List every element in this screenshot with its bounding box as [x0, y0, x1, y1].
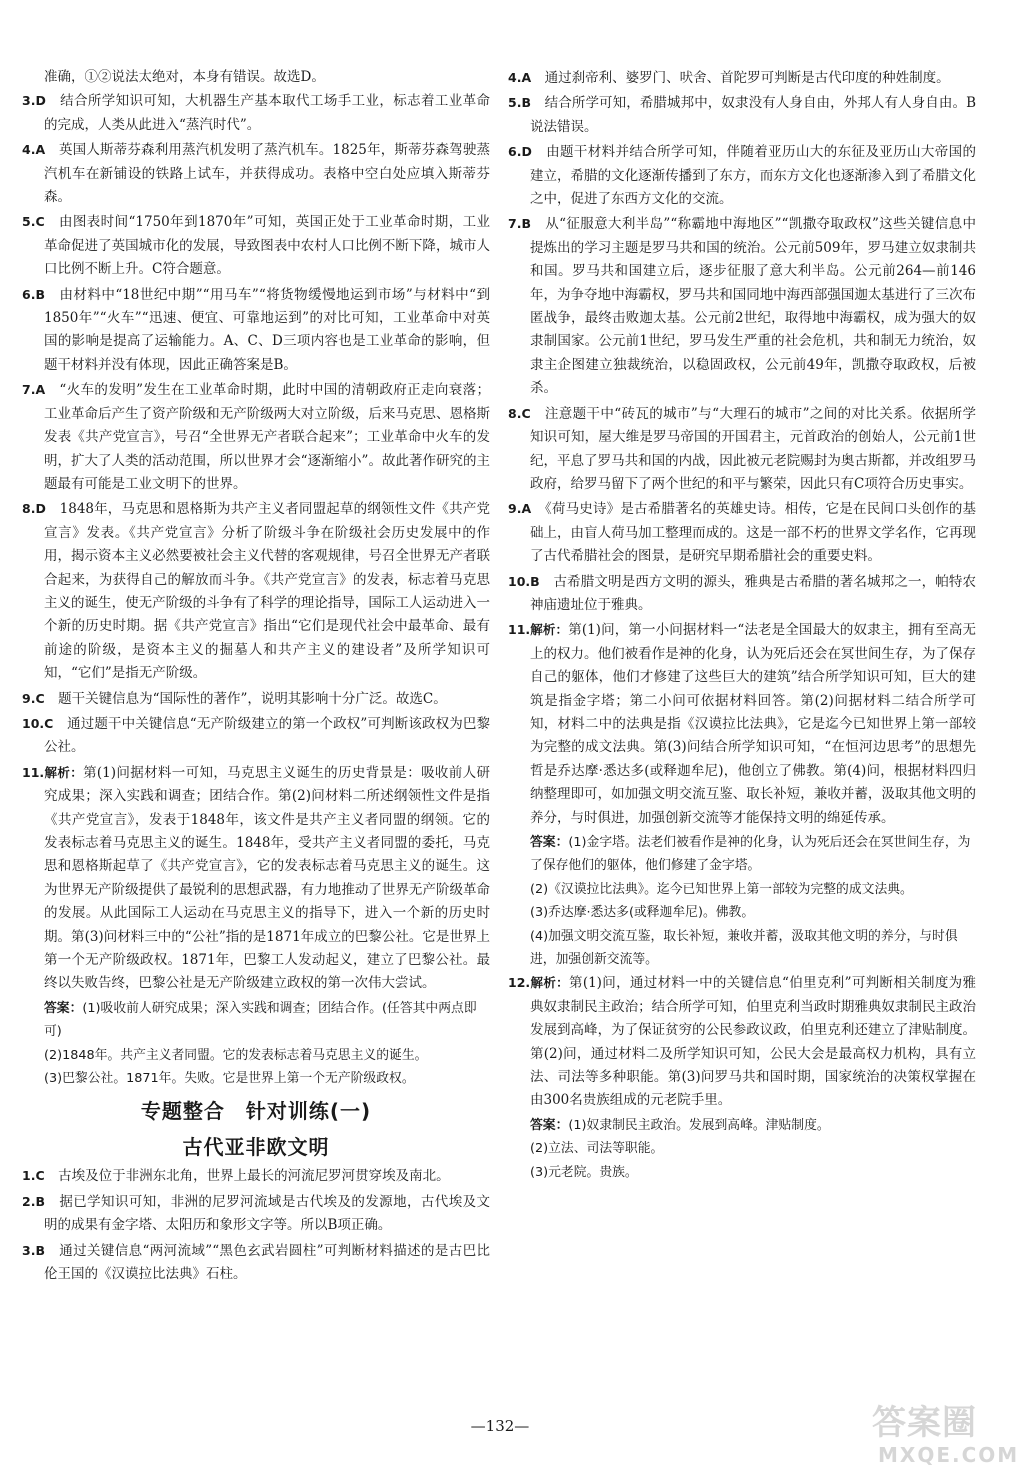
left-column [22, 66, 490, 1288]
paragraph: 准确，①②说法太绝对，本身有错误。故选D。 [44, 69, 325, 85]
section-question-4: 4.A 通过刹帝利、婆罗门、吠舍、首陀罗可判断是古代印度的种姓制度。 [508, 70, 950, 86]
question-8: 8.D 1848年，马克思和恩格斯为共产主义者同盟起草的纲领性文件《共产党宣言》发表。《共产党宣言》分析了阶级斗争在阶级社会历史发展中的作用，揭示资本主义必然要被社会主义代替的客观规律，号召全世界无产者联合起来，为获得自己的解放而斗争。《共产党宣言》的发表，标志着马克思主义的诞生，使无产阶级的斗争有了科学的理论指导，国际工人运动进入一个新的历史时期。据《共产党宣言》指出“它们是现代社会中最革命、最有前途的阶级，是资本主义的掘墓人和共产主义的建设者”及所学知识可知，“它们”是指无产阶级。 [22, 501, 490, 682]
question-4: 4.A 英国人斯蒂芬森利用蒸汽机发明了蒸汽机车。1825年，斯蒂芬森驾驶蒸汽机车在新铺设的铁路上试车，并获得成功。表格中空白处应填入斯蒂芬森。 [22, 142, 490, 206]
answer-11-1: 答案：(1)吸收前人研究成果；深入实践和调查；团结合作。(任答其中两点即可) [44, 1000, 477, 1040]
section-title: 专题整合 针对训练(一) [140, 1099, 372, 1124]
section-question-8: 8.C 注意题干中“砖瓦的城市”与“大理石的城市”之间的对比关系。依据所学知识可知，屋大维是罗马帝国的开国君主，元首政治的创始人，公元前1世纪，平息了罗马共和国的内战，因此被元老院赐封为奥古斯都，并改组罗马政府，给罗马留下了两个世纪的和平与繁荣，因此只有C项符合历史事实。 [508, 405, 977, 492]
watermark-sub: MXQE.COM [878, 1443, 1019, 1467]
question-6: 6.B 由材料中“18世纪中期”“用马车”“将货物缓慢地运到市场”与材料中“到1850年”“火车”“迅速、便宜、可靠地运到”的对比可知，工业革命中对英国的影响是提高了运输能力。A、C、D三项内容也是工业革命的影响，但题干材料并没有体现，因此正确答案是B。 [22, 286, 491, 373]
answer-11-2: (2)1848年。共产主义者同盟。它的发表标志着马克思主义的诞生。 [44, 1047, 428, 1063]
section-question-1: 1.C 古埃及位于非洲东北角，世界上最长的河流尼罗河贯穿埃及南北。 [22, 1168, 450, 1185]
section-subtitle: 古代亚非欧文明 [182, 1135, 330, 1160]
section-question-2: 2.B 据已学知识可知，非洲的尼罗河流域是古代埃及的发源地，古代埃及文明的成果有金字塔、太阳历和象形文字等。所以B项正确。 [22, 1193, 491, 1234]
section-question-9: 9.A 《荷马史诗》是古希腊著名的英雄史诗。相传，它是在民间口头创作的基础上，由盲人荷马加工整理而成的。这是一部不朽的世界文学名作，它再现了古代希腊社会的图景，是研究早期希腊社会的重要史料。 [508, 501, 977, 565]
section-question-10: 10.B 古希腊文明是西方文明的源头，雅典是古希腊的著名城邦之一，帕特农神庙遗址位于雅典。 [508, 573, 977, 613]
answer-r12-1: 答案：(1)奴隶制民主政治。发展到高峰。津贴制度。 [530, 1117, 830, 1133]
answer-r11-4: (4)加强文明交流互鉴，取长补短，兼收并蓄，汲取其他文明的养分，与时俱进，加强创新交流等。 [530, 928, 958, 968]
section-question-6: 6.D 由题干材料并结合所学可知，伴随着亚历山大的东征及亚历山大帝国的建立，希腊的文化逐渐传播到了东方，而东方文化也逐渐渗入到了希腊文化之中，促进了东西方文化的交流。 [508, 144, 977, 208]
answer-r12-2: (2)立法、司法等职能。 [530, 1141, 664, 1157]
answer-r11-2: (2)《汉谟拉比法典》。迄今已知世界上第一部较为完整的成文法典。 [530, 881, 913, 897]
section-question-5: 5.B 结合所学可知，希腊城邦中，奴隶没有人身自由，外邦人有人身自由。B说法错误。 [508, 95, 976, 135]
question-11: 11.解析：第(1)问据材料一可知，马克思主义诞生的历史背景是：吸收前人研究成果；深入实践和调查；团结合作。第(2)问材料二所述纲领性文件是指《共产党宣言》，发表于1848年，该文件是共产主义者同盟的纲领。它的发表标志着马克思主义的诞生。1848年，受共产主义者同盟的委托，马克思和恩格斯起草了《共产党宣言》，它的发表标志着马克思主义的诞生。这为世界无产阶级提供了最锐利的思想武器，有力地推动了世界无产阶级革命的发展。从此国际工人运动在马克思主义的指导下，进入一个新的历史时期。第(3)问材料三中的“公社”指的是1871年成立的巴黎公社。它是世界上第一个无产阶级政权。1871年，巴黎工人发动起义，建立了巴黎公社。最终以失败告终，巴黎公社是无产阶级建立政权的第一次伟大尝试。 [22, 764, 490, 992]
answer-r11-1: 答案：(1)金字塔。法老们被看作是神的化身，认为死后还会在冥世间生存，为了保存他们的躯体，他们修建了金字塔。 [530, 835, 971, 874]
watermark-text: 答案圈 [872, 1403, 977, 1443]
right-column [508, 66, 976, 1184]
page-number: —132— [470, 1417, 530, 1435]
answer-r12-3: (3)元老院。贵族。 [530, 1164, 638, 1180]
question-10: 10.C 通过题干中关键信息“无产阶级建立的第一个政权”可判断该政权为巴黎公社。 [22, 715, 490, 756]
question-7: 7.A “火车的发明”发生在工业革命时期，此时中国的清朝政府正走向衰落；工业革命后产生了资产阶级和无产阶级两大对立阶级，后来马克思、恩格斯发表《共产党宣言》，号召“全世界无产者联合起来”；工业革命中火车的发明，扩大了人类的活动范围，所以世界才会“逐渐缩小”。故此著作研究的主题最有可能是工业文明下的世界。 [22, 382, 490, 492]
answer-r11-3: (3)乔达摩·悉达多(或释迦牟尼)。佛教。 [530, 905, 755, 921]
section-question-12: 12.解析：第(1)问，通过材料一中的关键信息“伯里克利”可判断相关制度为雅典奴隶制民主政治；结合所学可知，伯里克利当政时期雅典奴隶制民主政治发展到高峰，为了保证贫穷的公民参政议政，伯里克利还建立了津贴制度。第(2)问，通过材料二及所学知识可知，公民大会是最高权力机构，具有立法、司法等多种职能。第(3)问罗马共和国时期，国家统治的决策权掌握在由300名贵族组成的元老院手里。 [508, 975, 976, 1109]
question-3: 3.D 结合所学知识可知，大机器生产基本取代工场手工业，标志着工业革命的完成，人类从此进入“蒸汽时代”。 [22, 93, 491, 133]
answer-11-3: (3)巴黎公社。1871年。失败。它是世界上第一个无产阶级政权。 [44, 1071, 415, 1087]
question-5: 5.C 由图表时间“1750年到1870年”可知，英国正处于工业革命时期，工业革命促进了英国城市化的发展，导致图表中农村人口比例不断下降，城市人口比例不断上升。C符合题意。 [22, 214, 491, 278]
section-question-11: 11.解析：第(1)问，第一小问据材料一“法老是全国最大的奴隶主，拥有至高无上的权力。他们被看作是神的化身，认为死后还会在冥世间生存，为了保存自己的躯体，他们才修建了这些巨大的建筑”结合所学知识可知，巨大的建筑是指金字塔；第二小问可依据材料回答。第(2)问据材料二结合所学可知，材料二中的法典是指《汉谟拉比法典》，它是迄今已知世界上第一部较为完整的成文法典。第(3)问结合所学知识可知，“在恒河边思考”的思想先哲是乔达摩·悉达多(或释迦牟尼)，他创立了佛教。第(4)问，根据材料四归纳整理即可，如加强文明交流互鉴、取长补短，兼收并蓄，汲取其他文明的养分，与时俱进，加强创新交流等才能保持文明的绵延传承。 [508, 622, 976, 826]
section-question-3: 3.B 通过关键信息“两河流域”“黑色玄武岩圆柱”可判断材料描述的是古巴比伦王国的《汉谟拉比法典》石柱。 [22, 1242, 491, 1283]
section-question-7: 7.B 从“征服意大利半岛”“称霸地中海地区”“凯撒夺取政权”这些关键信息中提炼出的学习主题是罗马共和国的统治。公元前509年，罗马建立奴隶制共和国。罗马共和国建立后，逐步征服了意大利半岛。公元前264—前146年，为争夺地中海霸权，罗马共和国同地中海西部强国迦太基进行了三次布匿战争，最终击败迦太基。公元前2世纪，取得地中海霸权，成为强大的奴隶制国家。公元前1世纪，罗马发生严重的社会危机，共和制无力统治，奴隶主企图建立独裁统治，以稳固政权，公元前49年，凯撒夺取政权，后被杀。 [508, 216, 976, 397]
watermark-logo [872, 1395, 1019, 1475]
question-9: 9.C 题干关键信息为“国际性的著作”，说明其影响十分广泛。故选C。 [22, 690, 447, 707]
